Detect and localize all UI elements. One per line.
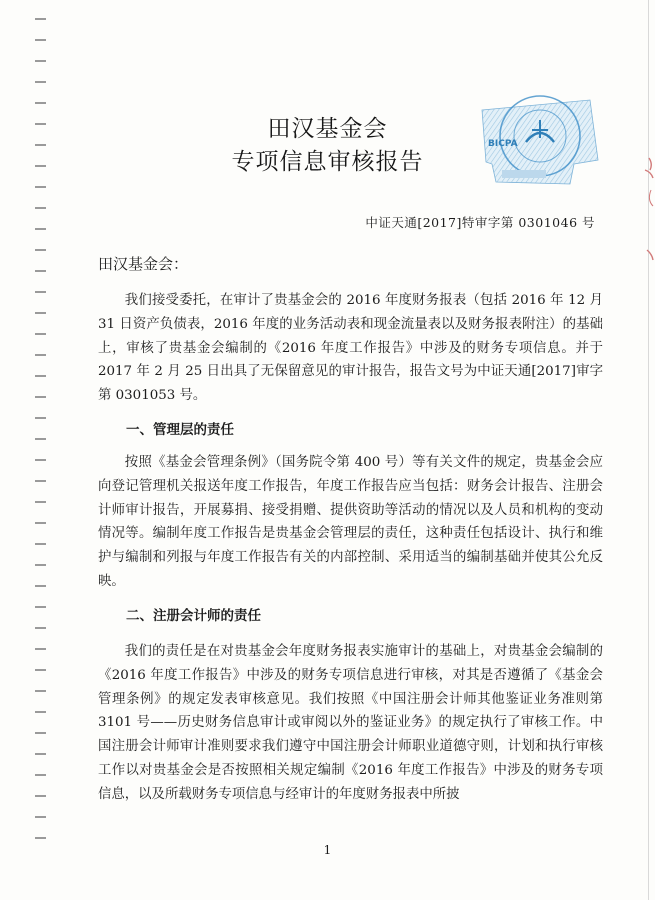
paragraph-cpa-responsibility: 我们的责任是在对贵基金会年度财务报表实施审计的基础上，对贵基金会编制的《2016 年度工作报告》中涉及的财务专项信息进行审核，对其是否遵循了《基金会管理条例》的规定发表审核意见。我们按照《中国注册会计师其他鉴证业务准则第 3101 号——历史财务信息审计或审阅以外的鉴证业务》的规定执行了审核工作。中国注册会计师审计准则要求我们遵守中国注册会计师职业道德守则，计划和执行审核工作以对贵基金会是否按照相关规定编制《2016 年度工作报告》中涉及的财务专项信息，以及所载财务专项信息与经审计的年度财务报表中所披 xyxy=(98,644,603,802)
paragraph-intro: 我们接受委托，在审计了贵基金会的 2016 年度财务报表（包括 2016 年 12 月 31 日资产负债表，2016 年度的业务活动表和现金流量表以及财务报表附注）的基础上，审核了贵基金会编制的《2016 年度工作报告》中涉及的财务专项信息。并于 2017 年 2 月 25 日出具了无保留意见的审计报告，报告文号为中证天通[2017]审字第 0301053 号。 xyxy=(98,293,603,404)
section-heading-management: 一、管理层的责任 xyxy=(126,422,234,438)
page-number: 1 xyxy=(323,843,332,857)
stamp-label: BICPA xyxy=(488,139,518,149)
document-subtitle: 专项信息审核报告 xyxy=(231,149,424,175)
addressee: 田汉基金会： xyxy=(98,255,189,273)
section-heading-cpa: 二、注册会计师的责任 xyxy=(126,608,261,624)
paragraph-management-responsibility: 按照《基金会管理条例》（国务院令第 400 号）等有关文件的规定，贵基金会应向登记管理机关报送年度工作报告，年度工作报告应当包括：财务会计报告、注册会计师审计报告，开展募捐、接受捐赠、提供资助等活动的情况以及人员和机构的变动情况等。编制年度工作报告是贵基金会管理层的责任，这种责任包括设计、执行和维护与编制和列报与年度工作报告有关的内部控制、采用适当的编制基础并使其公允反映。 xyxy=(98,455,603,589)
cpa-seal-stamp xyxy=(478,90,602,188)
reference-number: 中证天通[2017]特审字第 0301046 号 xyxy=(365,215,595,230)
document-title: 田汉基金会 xyxy=(267,116,388,142)
